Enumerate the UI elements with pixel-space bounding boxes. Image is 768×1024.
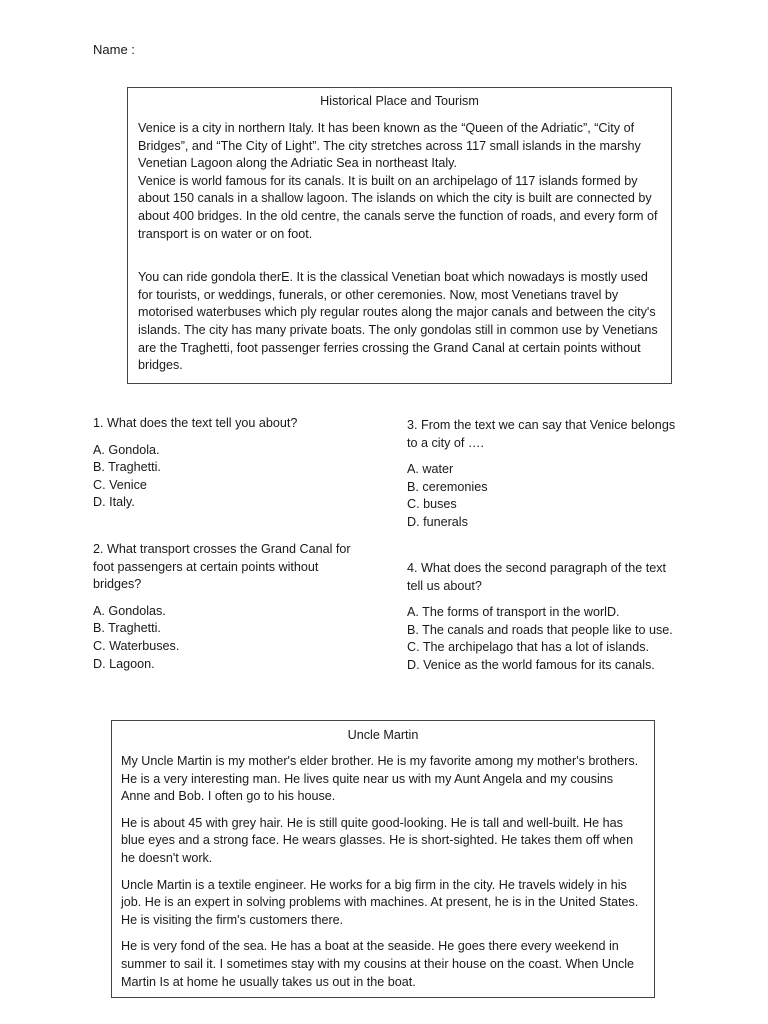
answer-option: B. Traghetti. [93, 460, 161, 475]
answer-option: D. Venice as the world famous for its canals. [407, 657, 655, 672]
answer-option: C. buses [407, 497, 457, 512]
answer-option: B. ceremonies [407, 479, 488, 494]
question-text: 4. What does the second paragraph of the text tell us about? [407, 561, 667, 593]
question-2 [93, 541, 365, 673]
passage-paragraph: He is about 45 with grey hair. He is still quite good-looking. He is tall and well-built. He has blue eyes and a strong face. He wears glasses. He is short-sighted. He takes them off when he doesn't work. [121, 815, 634, 865]
passage-paragraph: Venice is world famous for its canals. It is built on an archipelago of 117 islands formed by about 150 canals in a shallow lagoon. The islands on which the city is built are connected by about 400 bridges. In the old centre, the canals serve the function of roads, and every form of transport is on water or on foot. [138, 173, 658, 241]
passage-box-uncle-martin [111, 720, 655, 998]
answer-option: A. Gondola. [93, 442, 160, 457]
passage-paragraph: Venice is a city in northern Italy. It has been known as the “Queen of the Adriatic”, “City of Bridges”, and “The City of Light”. The city stretches across 117 small islands in the marshy Venetian Lagoon along the Adriatic Sea in northeast Italy. [138, 121, 641, 171]
answer-option: D. Lagoon. [93, 656, 155, 671]
question-text: 1. What does the text tell you about? [93, 416, 298, 430]
name-label: Name : [93, 42, 135, 57]
passage-title: Historical Place and Tourism [320, 94, 479, 108]
question-4 [407, 560, 679, 675]
passage-paragraph: You can ride gondola therE. It is the classical Venetian boat which nowadays is mostly used for tourists, or weddings, funerals, or other ceremonies. Now, most Venetians travel by motorised waterbuses which ply regular routes along the major canals and between the city's islands. The city has many private boats. The only gondolas still in common use by Venetians are the Traghetti, foot passenger ferries crossing the Grand Canal at certain points without bridges. [138, 270, 658, 373]
answer-option: C. Venice [93, 477, 147, 492]
question-1 [93, 415, 365, 512]
question-text: 3. From the text we can say that Venice belongs to a city of …. [407, 418, 676, 450]
question-text: 2. What transport crosses the Grand Canal for foot passengers at certain points without bridges? [93, 542, 351, 592]
answer-option: B. The canals and roads that people like to use. [407, 622, 673, 637]
answer-option: C. The archipelago that has a lot of islands. [407, 640, 649, 655]
passage-title: Uncle Martin [347, 728, 419, 742]
passage-paragraph: My Uncle Martin is my mother's elder brother. He is my favorite among my mother's brothers. He is a very interesting man. He lives quite near us with my Aunt Angela and my cousins Anne and Bob. I often go to his house. [121, 754, 639, 804]
answer-option: D. Italy. [93, 495, 135, 510]
answer-option: B. Traghetti. [93, 621, 161, 636]
answer-option: D. funerals [407, 514, 468, 529]
passage-box-historical [127, 87, 672, 384]
answer-option: A. Gondolas. [93, 603, 166, 618]
question-3 [407, 417, 679, 532]
answer-option: A. water [407, 462, 454, 477]
passage-paragraph: Uncle Martin is a textile engineer. He works for a big firm in the city. He travels widely in his job. He is an expert in solving problems with machines. At present, he is in the United States. He is visiting the firm's customers there. [121, 877, 639, 927]
answer-option: C. Waterbuses. [93, 638, 180, 653]
answer-option: A. The forms of transport in the worlD. [407, 605, 620, 620]
passage-paragraph: He is very fond of the sea. He has a boat at the seaside. He goes there every weekend in summer to sail it. I sometimes stay with my cousins at their house on the coast. When Uncle Martin Is at home he usually takes us out in the boat. [121, 939, 635, 989]
